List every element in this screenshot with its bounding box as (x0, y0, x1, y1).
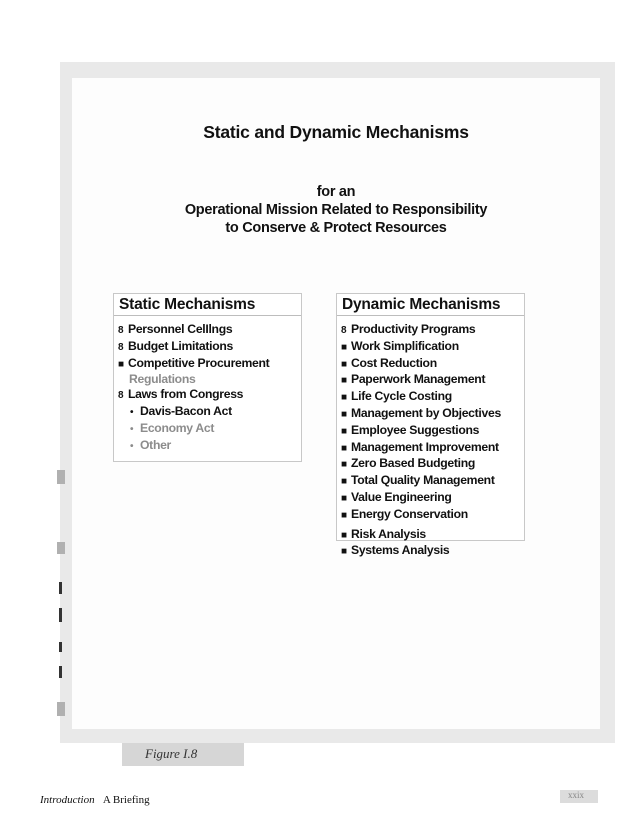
static-mechanisms-box (113, 293, 302, 462)
subtitle-line-1: for an (316, 184, 356, 200)
list-item (341, 356, 524, 373)
bullet-icon: ■ (341, 459, 347, 471)
scan-speck (59, 642, 62, 652)
list-item (341, 372, 524, 389)
bullet-icon: ■ (341, 529, 347, 541)
static-mechanisms-list (114, 316, 301, 454)
scan-speck (57, 542, 65, 554)
list-item-text: Employee Suggestions (351, 422, 480, 437)
list-item-text: Davis-Bacon Act (140, 403, 232, 418)
subtitle-line-2: Operational Mission Related to Responsibility (184, 202, 488, 218)
list-item-text: Total Quality Management (351, 473, 495, 488)
list-item (341, 473, 524, 490)
list-item (118, 322, 301, 339)
bullet-icon: 8 (341, 325, 347, 336)
list-item-text: Systems Analysis (351, 543, 450, 558)
list-item (341, 490, 524, 507)
list-item-text: Life Cycle Costing (351, 389, 452, 404)
list-item (341, 423, 524, 440)
bullet-icon: ■ (341, 358, 347, 370)
bullet-icon: ■ (341, 341, 347, 353)
list-item-text: Zero Based Budgeting (351, 456, 476, 471)
list-item (341, 543, 524, 560)
list-item (118, 339, 301, 356)
list-item (118, 356, 301, 373)
static-mechanisms-heading: Static Mechanisms (114, 294, 301, 316)
list-item-text: Laws from Congress (128, 387, 244, 402)
list-item (118, 438, 301, 455)
list-item (118, 387, 301, 404)
list-item-text: Value Engineering (351, 489, 452, 504)
list-item-text: Paperwork Management (351, 372, 486, 387)
bullet-icon: • (130, 440, 134, 452)
scan-artifacts (55, 470, 69, 720)
figure-subtitle (72, 183, 600, 237)
list-item-text: Risk Analysis (351, 526, 426, 541)
list-item (118, 421, 301, 438)
list-item (118, 404, 301, 421)
bullet-icon: • (130, 406, 134, 418)
list-item-text: Management by Objectives (351, 405, 501, 420)
bullet-icon: ■ (341, 425, 347, 437)
list-item-text: Economy Act (140, 420, 215, 435)
bullet-icon: 8 (118, 390, 124, 402)
list-item-text: Productivity Programs (351, 322, 476, 336)
list-item-text: Management Improvement (351, 439, 499, 454)
bullet-icon: ■ (341, 476, 347, 488)
dynamic-mechanisms-box (336, 293, 525, 558)
bullet-icon: ■ (341, 375, 347, 387)
scan-speck (57, 470, 65, 484)
list-item (341, 322, 524, 339)
scan-speck (59, 666, 62, 678)
bullet-icon: • (130, 423, 134, 435)
bullet-icon: ■ (341, 408, 347, 420)
list-item (341, 440, 524, 457)
list-item (118, 372, 301, 387)
list-item-text: Work Simplification (351, 338, 459, 353)
list-item-text: Competitive Procurement (128, 355, 270, 370)
bullet-icon: ■ (341, 546, 347, 558)
bullet-icon: 8 (118, 341, 124, 353)
list-item-text: Cost Reduction (351, 355, 437, 370)
list-item (341, 456, 524, 473)
page-number: xxix (568, 790, 585, 800)
list-item-text: Budget Limitations (128, 338, 233, 353)
list-item (341, 389, 524, 406)
bullet-icon: ■ (341, 492, 347, 504)
bullet-icon: ■ (118, 358, 124, 370)
list-item-text: Energy Conservation (351, 506, 468, 521)
figure-caption: Figure I.8 (145, 746, 198, 761)
figure-title: Static and Dynamic Mechanisms (203, 122, 469, 142)
scan-speck (57, 702, 65, 716)
list-item-text: Regulations (129, 372, 196, 387)
scan-speck (59, 608, 62, 622)
bullet-icon: ■ (341, 509, 347, 521)
list-item (341, 406, 524, 423)
bullet-icon: ■ (341, 442, 347, 454)
list-item-text: Personnel CelIlngs (128, 322, 233, 336)
dynamic-mechanisms-list (337, 316, 524, 560)
list-item (341, 527, 524, 544)
list-item (341, 507, 524, 524)
bullet-icon: 8 (118, 325, 124, 336)
page-footer (40, 794, 150, 806)
bullet-icon: ■ (341, 392, 347, 404)
footer-section: Introduction (40, 794, 95, 806)
subtitle-line-3: to Conserve & Protect Resources (225, 220, 447, 236)
list-item-text: Other (140, 437, 172, 452)
scan-speck (59, 582, 62, 594)
dynamic-mechanisms-heading: Dynamic Mechanisms (337, 294, 524, 316)
list-item (341, 339, 524, 356)
footer-chapter: A Briefing (102, 794, 150, 806)
